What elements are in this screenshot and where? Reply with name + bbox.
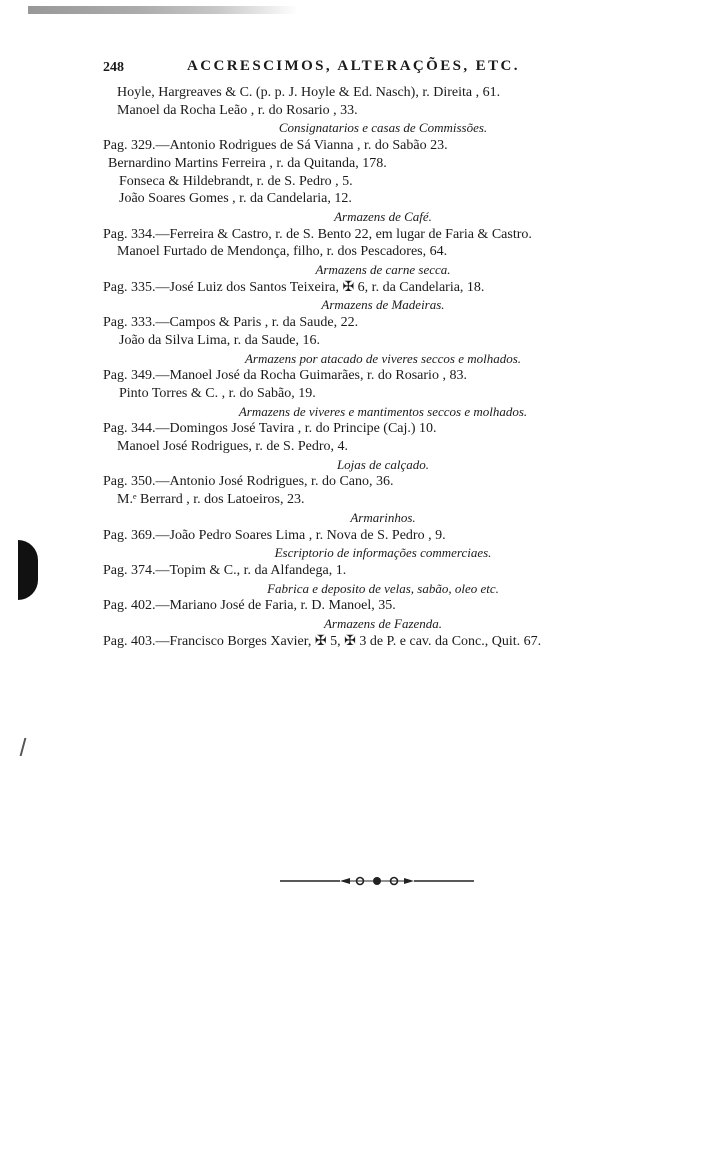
- directory-entry: Hoyle, Hargreaves & C. (p. p. J. Hoyle & Ed. Nasch), r. Direita , 61.: [117, 85, 501, 100]
- binding-mark: [18, 540, 38, 600]
- directory-entry: João Soares Gomes , r. da Candelaria, 12.: [119, 191, 352, 207]
- directory-entry: Pag. 333.—Campos & Paris , r. da Saude, 22.: [103, 315, 359, 331]
- margin-mark: [20, 738, 31, 756]
- section-heading: Armazens de carne secca.: [315, 262, 451, 278]
- directory-entry: Pag. 374.—Topim & C., r. da Alfandega, 1.: [103, 562, 347, 578]
- directory-entry: Manoel da Rocha Leão , r. do Rosario , 33.: [117, 102, 358, 118]
- directory-entry: Manoel José Rodrigues, r. de S. Pedro, 4.: [117, 439, 348, 455]
- directory-entry: Pag. 402.—Mariano José de Faria, r. D. Manoel, 35.: [103, 598, 396, 614]
- directory-entry: Manoel Furtado de Mendonça, filho, r. dos Pescadores, 64.: [117, 244, 448, 260]
- section-heading: Escriptorio de informações commerciaes.: [274, 545, 492, 561]
- page-header: [103, 58, 603, 82]
- directory-entry: Pinto Torres & C. , r. do Sabão, 19.: [119, 385, 316, 401]
- section-heading: Fabrica e deposito de velas, sabão, oleo etc.: [267, 580, 499, 596]
- directory-entry: Pag. 369.—João Pedro Soares Lima , r. Nova de S. Pedro , 9.: [103, 527, 446, 543]
- directory-entry: Fonseca & Hildebrandt, r. de S. Pedro , 5.: [119, 173, 353, 189]
- section-heading: Armazens de viveres e mantimentos seccos e molhados.: [238, 403, 528, 419]
- page-body: [103, 84, 663, 651]
- section-heading: Armazens de Café.: [334, 208, 432, 224]
- directory-entry: Pag. 350.—Antonio José Rodrigues, r. do Cano, 36.: [103, 474, 394, 490]
- running-title: ACCRESCIMOS, ALTERAÇÕES, ETC.: [187, 58, 520, 74]
- directory-entry: Pag. 349.—Manoel José da Rocha Guimarães, r. do Rosario , 83.: [103, 368, 467, 384]
- section-heading: Consignatarios e casas de Commissões.: [278, 120, 488, 136]
- section-heading: Armazens de Fazenda.: [323, 616, 443, 632]
- directory-entry: Bernardino Martins Ferreira , r. da Quitanda, 178.: [108, 155, 387, 171]
- section-heading: Lojas de calçado.: [336, 456, 430, 472]
- page-number: 248: [103, 60, 124, 75]
- directory-entry: M.ᵉ Berrard , r. dos Latoeiros, 23.: [117, 492, 305, 508]
- directory-entry: Pag. 335.—José Luiz dos Santos Teixeira, ✠ 6, r. da Candelaria, 18.: [103, 279, 485, 295]
- section-heading: Armazens de Madeiras.: [321, 297, 445, 313]
- section-heading: Armazens por atacado de viveres seccos e molhados.: [244, 350, 522, 366]
- directory-entry: Pag. 329.—Antonio Rodrigues de Sá Vianna , r. do Sabão 23.: [103, 138, 448, 154]
- directory-entry: Pag. 334.—Ferreira & Castro, r. de S. Bento 22, em lugar de Faria & Castro.: [103, 226, 532, 242]
- section-heading: Armarinhos.: [350, 509, 416, 525]
- top-edge-smudge: [28, 6, 298, 14]
- directory-entry: João da Silva Lima, r. da Saude, 16.: [119, 332, 321, 348]
- tailpiece-ornament-icon: [280, 874, 474, 888]
- directory-entry: Pag. 344.—Domingos José Tavira , r. do Principe (Caj.) 10.: [103, 421, 437, 437]
- directory-entry: Pag. 403.—Francisco Borges Xavier, ✠ 5, ✠ 3 de P. e cav. da Conc., Quit. 67.: [103, 633, 542, 649]
